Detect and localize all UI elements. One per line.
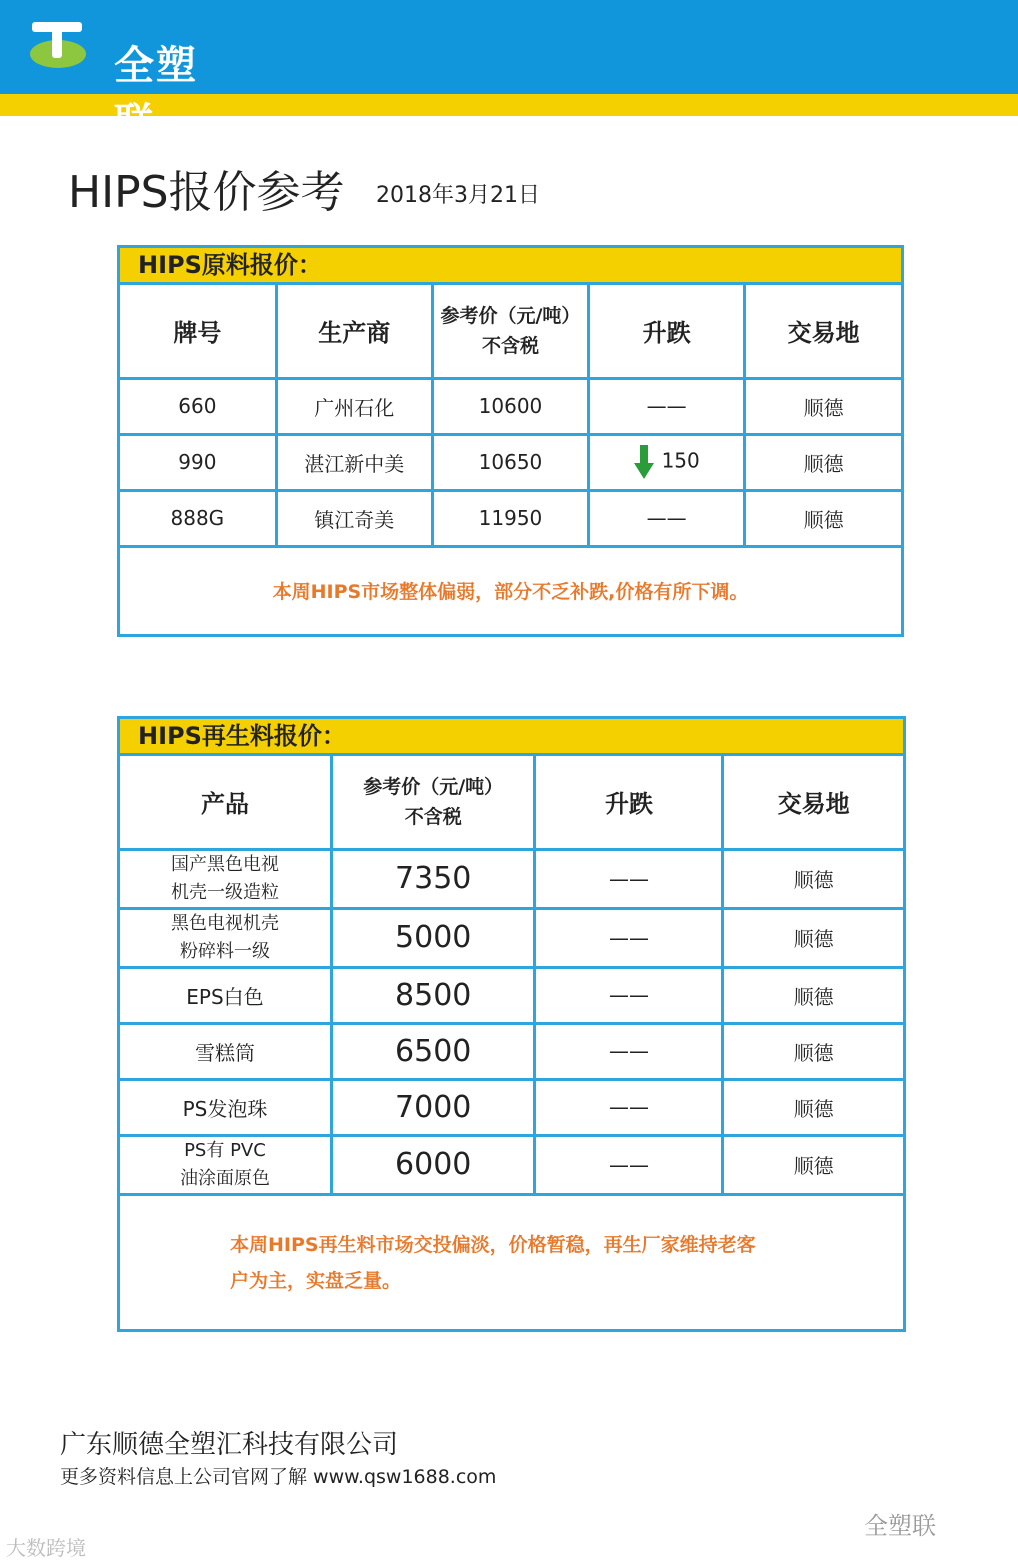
product-line2: 油涂面原色 [179,1167,270,1189]
table-header-row [120,756,903,849]
cell-place: 顺德 [745,490,901,546]
cell-price: 10650 [432,434,588,490]
cell-product [120,908,331,967]
col-producer: 生产商 [276,285,432,378]
cell-change: —— [589,378,745,434]
product-line1: 黑色电视机壳 [170,912,279,934]
cell-place: 顺德 [723,1079,903,1135]
note-line1: 本周HIPS再生料市场交投偏淡，价格暂稳，再生厂家维持老客 [230,1233,756,1256]
col-place: 交易地 [723,756,903,849]
note-line2: 户为主，实盘乏量。 [230,1269,402,1292]
cell-price: 7350 [331,849,535,908]
brand-name: 全塑联 [114,43,198,146]
table-row [120,967,903,1023]
section-title: HIPS再生料报价： [120,719,903,756]
cell-change: —— [535,1023,723,1079]
cell-place: 顺德 [745,378,901,434]
arrow-down-icon [634,445,654,479]
table-row [120,378,901,434]
cell-change: —— [535,1135,723,1194]
table-row [120,849,903,908]
product-line1: 国产黑色电视 [170,853,279,875]
watermark-left: 大数跨境 [6,1536,86,1560]
cell-place: 顺德 [723,1135,903,1194]
footer-website: 更多资料信息上公司官网了解 www.qsw1688.com [60,1466,497,1488]
table-row [120,1135,903,1194]
cell-product: PS发泡珠 [120,1079,331,1135]
cell-change: —— [535,908,723,967]
col-grade: 牌号 [120,285,276,378]
logo-icon [26,14,96,76]
cell-place: 顺德 [723,1023,903,1079]
cell-producer: 广州石化 [276,378,432,434]
brand-logo [26,14,226,146]
cell-product [120,1135,331,1194]
col-product: 产品 [120,756,331,849]
cell-place: 顺德 [745,434,901,490]
cell-price: 8500 [331,967,535,1023]
col-price-sublabel: 不含税 [481,334,539,357]
cell-change: —— [535,1079,723,1135]
table-row [120,1079,903,1135]
cell-place: 顺德 [723,849,903,908]
market-note [120,1194,903,1330]
cell-price: 6000 [331,1135,535,1194]
col-price-label: 参考价（元/吨） [363,775,504,798]
cell-grade: 990 [120,434,276,490]
cell-price: 7000 [331,1079,535,1135]
cell-place: 顺德 [723,908,903,967]
page-title: HIPS报价参考 [68,167,345,218]
cell-change: —— [535,849,723,908]
cell-producer: 镇江奇美 [276,490,432,546]
cell-change: —— [589,490,745,546]
col-change: 升跌 [535,756,723,849]
raw-material-section [117,245,904,637]
market-note [120,546,901,634]
col-price-sublabel: 不含税 [404,805,462,828]
table-row [120,434,901,490]
col-price [432,285,588,378]
table-row [120,908,903,967]
cell-product: 雪糕筒 [120,1023,331,1079]
col-change: 升跌 [589,285,745,378]
cell-product [120,849,331,908]
product-line2: 粉碎料一级 [179,940,270,962]
note-row [120,546,901,634]
col-price [331,756,535,849]
watermark-right: 全塑联 [864,1512,936,1540]
page-date: 2018年3月21日 [376,183,540,208]
table-row [120,490,901,546]
recycled-price-table [120,756,903,1330]
product-line1: PS有 PVC [184,1139,266,1161]
section-title: HIPS原料报价： [120,248,901,285]
cell-change: —— [535,967,723,1023]
product-line2: 机壳一级造粒 [170,881,279,903]
raw-price-table [120,285,901,634]
cell-product: EPS白色 [120,967,331,1023]
change-value: 150 [661,448,700,473]
cell-place: 顺德 [723,967,903,1023]
footer-company: 广东顺德全塑汇科技有限公司 [60,1430,399,1460]
cell-price: 11950 [432,490,588,546]
table-header-row [120,285,901,378]
cell-price: 10600 [432,378,588,434]
cell-producer: 湛江新中美 [276,434,432,490]
cell-price: 6500 [331,1023,535,1079]
note-text: 本周HIPS市场整体偏弱，部分不乏补跌,价格有所下调。 [272,581,749,604]
cell-price: 5000 [331,908,535,967]
col-place: 交易地 [745,285,901,378]
recycled-material-section [117,716,906,1332]
col-price-label: 参考价（元/吨） [440,304,581,327]
cell-grade: 888G [120,490,276,546]
cell-grade: 660 [120,378,276,434]
cell-change [589,434,745,490]
table-row [120,1023,903,1079]
note-row [120,1194,903,1330]
